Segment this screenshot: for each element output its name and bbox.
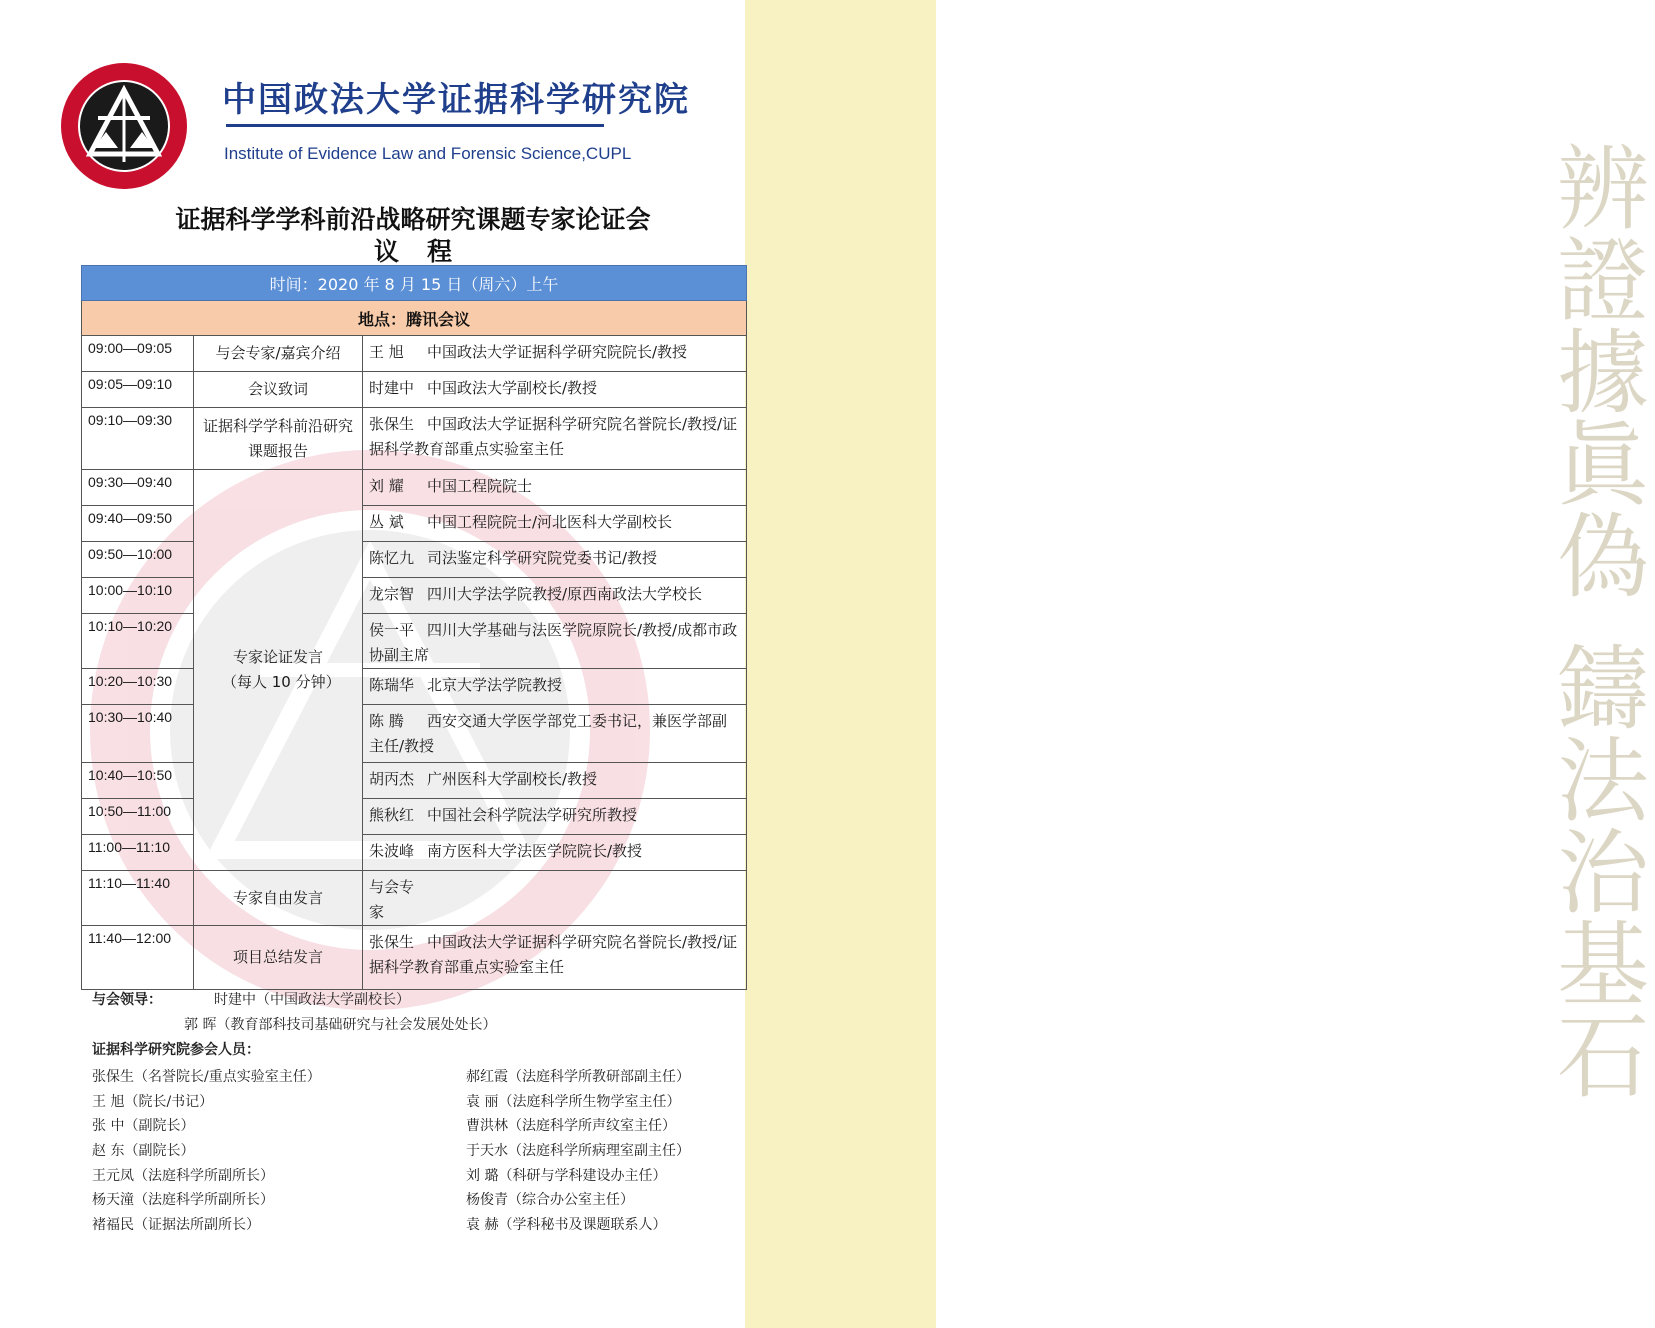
row-time: 09:40—09:50: [82, 506, 194, 542]
speaker-role: 中国政法大学证据科学研究院名誉院长/教授/证据科学教育部重点实验室主任: [369, 415, 738, 458]
list-item: 刘 璐（科研与学科建设办主任）: [466, 1167, 667, 1184]
institute-name-cn: 中国政法大学证据科学研究院: [222, 80, 690, 120]
speaker-role: 西安交通大学医学部党工委书记，兼医学部副主任/教授: [369, 712, 728, 755]
row-time: 11:40—12:00: [82, 926, 194, 990]
page-title: 证据科学学科前沿战略研究课题专家论证会: [175, 205, 651, 234]
speaker-role: 中国政法大学证据科学研究院院长/教授: [427, 343, 688, 361]
calligraphy-upper: 辨證據眞偽: [1542, 140, 1649, 600]
row-time: 11:10—11:40: [82, 871, 194, 926]
row-time: 10:50—11:00: [82, 799, 194, 835]
table-row: [82, 372, 747, 408]
list-item: 袁 赫（学科秘书及课题联系人）: [466, 1217, 667, 1234]
list-item: 赵 东（副院长）: [92, 1143, 195, 1160]
list-item: 杨俊青（综合办公室主任）: [466, 1192, 634, 1209]
agenda-table: [81, 265, 747, 990]
place-bar: 地点：腾讯会议: [82, 301, 747, 336]
row-person: [363, 705, 747, 763]
table-row: [82, 763, 747, 799]
row-person: [363, 799, 747, 835]
leaders-row: [92, 988, 752, 1013]
row-time: 09:50—10:00: [82, 542, 194, 578]
list-item: 郝红霞（法庭科学所教研部副主任）: [466, 1069, 690, 1085]
speaker-name: 丛 斌: [369, 513, 404, 531]
leader-item: 郭 晖（教育部科技司基础研究与社会发展处处长）: [184, 1017, 497, 1033]
row-person: [363, 614, 747, 669]
row-time: 10:20—10:30: [82, 669, 194, 705]
leaders-row: [92, 1013, 752, 1038]
row-time: 10:10—10:20: [82, 614, 194, 669]
table-row: [82, 669, 747, 705]
row-time: 10:30—10:40: [82, 705, 194, 763]
members-label: 证据科学研究院参会人员：: [92, 1042, 260, 1058]
row-time: 11:00—11:10: [82, 835, 194, 871]
table-row: [82, 705, 747, 763]
calligraphy-vertical-text: [1535, 140, 1649, 1100]
row-person: [363, 871, 747, 926]
speaker-role: 广州医科大学副校长/教授: [427, 770, 598, 788]
speaker-role: 北京大学法学院教授: [427, 676, 563, 694]
row-time: 09:10—09:30: [82, 408, 194, 470]
row-person: [363, 506, 747, 542]
list-item: 褚福民（证据法所副所长）: [92, 1217, 260, 1234]
speaker-role: 四川大学基础与法医学院原院长/教授/成都市政协副主席: [369, 621, 738, 664]
speaker-name: 张保生: [369, 933, 415, 951]
speaker-name: 胡丙杰: [369, 770, 415, 788]
row-person: [363, 578, 747, 614]
table-row: [82, 871, 747, 926]
speaker-name: 熊秋红: [369, 806, 415, 824]
speaker-name: 侯一平: [369, 621, 415, 639]
row-time: 09:00—09:05: [82, 336, 194, 372]
row-person: [363, 336, 747, 372]
page-subtitle: 议程: [373, 237, 480, 266]
members-left-column: [92, 1065, 422, 1238]
list-item: 袁 丽（法庭科学所生物学室主任）: [466, 1093, 681, 1110]
speaker-name: 王 旭: [369, 343, 404, 361]
table-row: [82, 578, 747, 614]
list-item: 王 旭（院长/书记）: [92, 1093, 214, 1110]
table-row: [82, 336, 747, 372]
row-person: [363, 542, 747, 578]
members-right-column: [466, 1065, 796, 1238]
row-time: 10:00—10:10: [82, 578, 194, 614]
row-person: [363, 763, 747, 799]
speaker-name: 张保生: [369, 415, 415, 433]
row-person: [363, 408, 747, 470]
row-person: [363, 926, 747, 990]
speaker-name: 陈瑞华: [369, 676, 415, 694]
table-row: [82, 799, 747, 835]
row-time: 09:30—09:40: [82, 470, 194, 506]
speaker-role: 中国工程院院士: [427, 477, 533, 495]
speaker-name: 龙宗智: [369, 585, 415, 603]
row-topic: 项目总结发言: [194, 926, 363, 990]
speaker-role: 司法鉴定科学研究院党委书记/教授: [427, 549, 658, 567]
speaker-role: 中国政法大学证据科学研究院名誉院长/教授/证据科学教育部重点实验室主任: [369, 933, 738, 976]
list-item: 于天水（法庭科学所病理室副主任）: [466, 1143, 690, 1160]
table-row: [82, 614, 747, 669]
speaker-name: 朱波峰: [369, 842, 415, 860]
row-time: 10:40—10:50: [82, 763, 194, 799]
leader-item: 时建中（中国政法大学副校长）: [214, 992, 410, 1008]
row-person: [363, 372, 747, 408]
speaker-name: 与会专家: [369, 878, 415, 921]
list-item: 张 中（副院长）: [92, 1118, 195, 1135]
list-item: 曹洪林（法庭科学所声纹室主任）: [466, 1118, 676, 1135]
list-item: 张保生（名誉院长/重点实验室主任）: [92, 1069, 321, 1085]
calligraphy-lower: 鑄法治基石: [1542, 640, 1649, 1100]
time-bar: 时间：2020 年 8 月 15 日（周六）上午: [82, 266, 747, 301]
speaker-name: 刘 耀: [369, 477, 404, 495]
speaker-name: 陈忆九: [369, 549, 415, 567]
list-item: 杨天潼（法庭科学所副所长）: [92, 1192, 274, 1209]
row-person: [363, 470, 747, 506]
list-item: 王元凤（法庭科学所副所长）: [92, 1167, 274, 1184]
speaker-role: 中国政法大学副校长/教授: [427, 379, 598, 397]
row-topic: 专家论证发言（每人 10 分钟）: [194, 470, 363, 871]
speaker-name: 陈 腾: [369, 712, 404, 730]
header-divider: [226, 124, 604, 127]
speaker-role: 中国社会科学院法学研究所教授: [427, 806, 638, 824]
balance-scale-seal-icon: [60, 62, 188, 190]
leaders-label: 与会领导：: [92, 992, 162, 1008]
members-label-row: [92, 1038, 752, 1063]
institute-name-en: Institute of Evidence Law and Forensic Science,CUPL: [224, 144, 632, 163]
speaker-role: 南方医科大学法医学院院长/教授: [427, 842, 643, 860]
speaker-name: 时建中: [369, 379, 415, 397]
row-time: 09:05—09:10: [82, 372, 194, 408]
row-topic: 与会专家/嘉宾介绍: [194, 336, 363, 372]
table-row: [82, 926, 747, 990]
attendees-section: [92, 988, 752, 1234]
table-row: [82, 506, 747, 542]
table-row: [82, 470, 747, 506]
row-person: [363, 669, 747, 705]
row-topic: 会议致词: [194, 372, 363, 408]
table-row: [82, 835, 747, 871]
speaker-role: 中国工程院院士/河北医科大学副校长: [427, 513, 673, 531]
row-person: [363, 835, 747, 871]
row-topic: 证据科学学科前沿研究课题报告: [194, 408, 363, 470]
table-row: [82, 542, 747, 578]
row-topic: 专家自由发言: [194, 871, 363, 926]
table-row: [82, 408, 747, 470]
speaker-role: 四川大学法学院教授/原西南政法大学校长: [427, 585, 703, 603]
